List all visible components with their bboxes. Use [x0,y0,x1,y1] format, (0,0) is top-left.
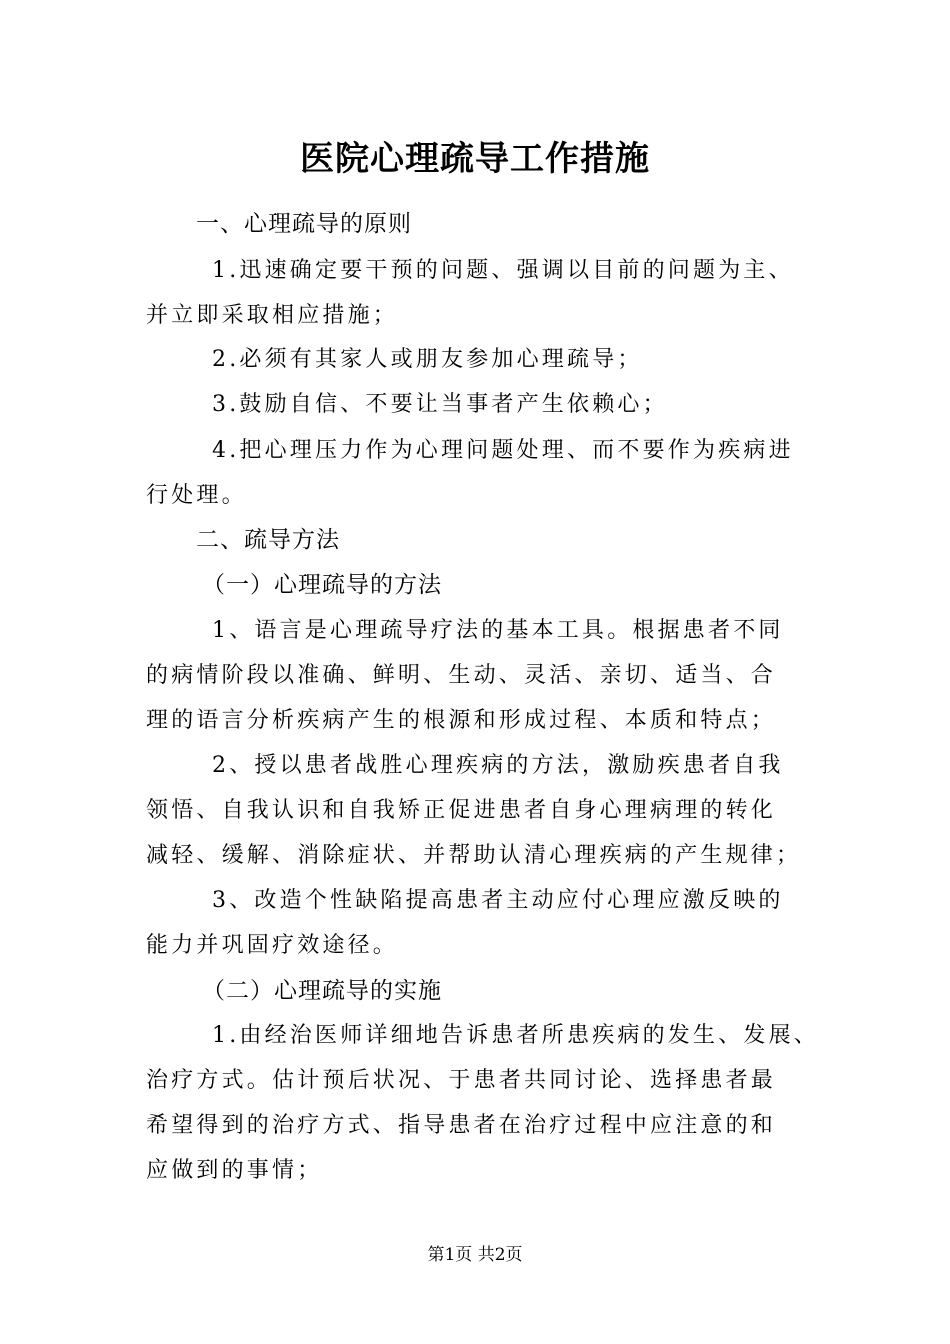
paragraph-line: 并立即采取相应措施； [146,303,399,328]
paragraph-line: 治疗方式。估计预后状况、于患者共同讨论、选择患者最 [146,1068,777,1093]
paragraph-line: 应做到的事情； [146,1158,323,1183]
paragraph-line: 3、改造个性缺陷提高患者主动应付心理应激反映的 [212,888,784,913]
subsection-heading-implementation: （二）心理疏导的实施 [202,978,442,1004]
paragraph-line: 1.迅速确定要干预的问题、强调以目前的问题为主、 [212,258,794,283]
paragraph-line: 2.必须有其家人或朋友参加心理疏导； [212,347,643,372]
paragraph-line: 希望得到的治疗方式、指导患者在治疗过程中应注意的和 [146,1113,777,1138]
paragraph-line: 能力并巩固疗效途径。 [146,933,399,958]
section-heading-methods: 二、疏导方法 [196,527,340,553]
paragraph-line: 3.鼓励自信、不要让当事者产生依赖心； [212,392,668,417]
paragraph-line: 行处理。 [146,483,247,508]
document-title: 医院心理疏导工作措施 [300,139,650,179]
subsection-heading-method: （一）心理疏导的方法 [202,572,442,598]
paragraph-line: 领悟、自我认识和自我矫正促进患者自身心理病理的转化 [146,798,777,823]
section-heading-principles: 一、心理疏导的原则 [196,211,412,237]
paragraph-line: 4.把心理压力作为心理问题处理、而不要作为疾病进 [212,438,794,463]
paragraph-line: 的病情阶段以准确、鲜明、生动、灵活、亲切、适当、合 [146,663,777,688]
paragraph-line: 理的语言分析疾病产生的根源和形成过程、本质和特点； [146,708,777,733]
paragraph-line: 1、语言是心理疏导疗法的基本工具。根据患者不同 [212,618,784,643]
paragraph-line: 1.由经治医师详细地告诉患者所患疾病的发生、发展、 [212,1023,819,1048]
paragraph-line: 减轻、缓解、消除症状、并帮助认清心理疾病的产生规律； [146,843,802,868]
paragraph-line: 2、授以患者战胜心理疾病的方法，激励疾患者自我 [212,753,784,778]
page-footer: 第1页 共2页 [427,1245,523,1265]
